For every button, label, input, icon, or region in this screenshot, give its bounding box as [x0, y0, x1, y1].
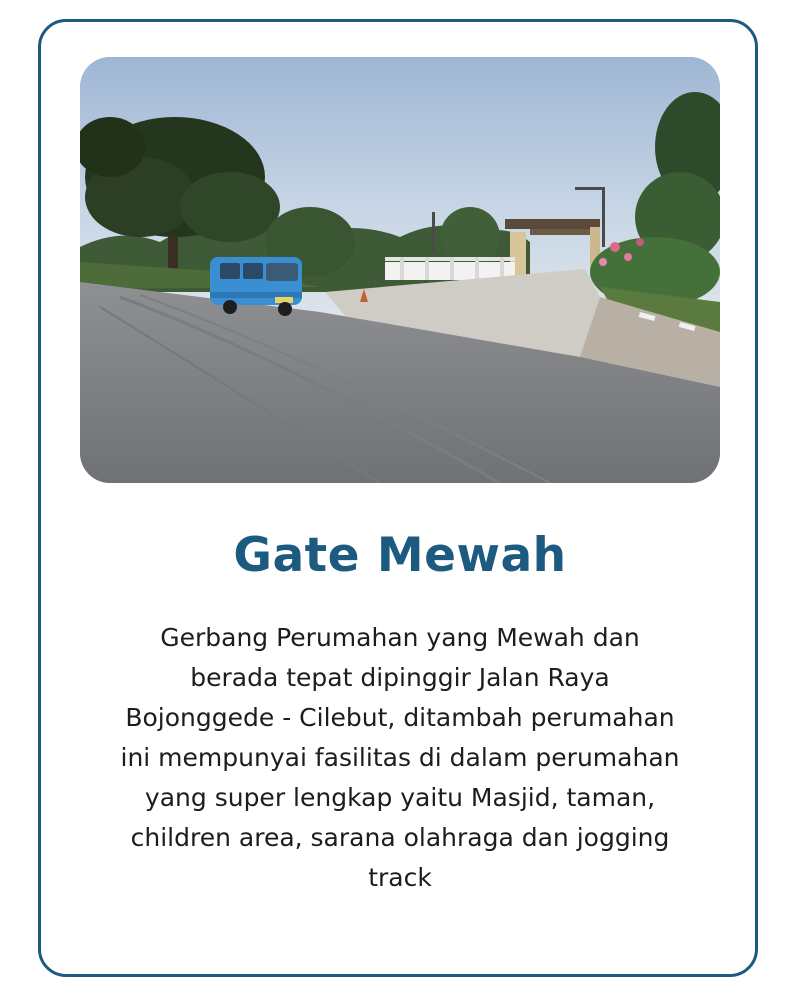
lamp-arm — [575, 187, 603, 190]
gate-photo-illustration — [80, 57, 720, 483]
card-title: Gate Mewah — [233, 528, 567, 583]
white-fence — [385, 257, 515, 280]
lamp-pole — [432, 212, 435, 252]
gate-photo — [80, 57, 720, 483]
lamp-pole — [602, 187, 605, 247]
card-description: Gerbang Perumahan yang Mewah dan berada tepat dipinggir Jalan Raya Bojonggede - Cilebut, ditambah perumahan ini mempunyai fasilitas di dalam perumahan yang super lengkap yaitu Masjid, taman, children area, sarana olahraga dan jogging track — [120, 623, 680, 892]
